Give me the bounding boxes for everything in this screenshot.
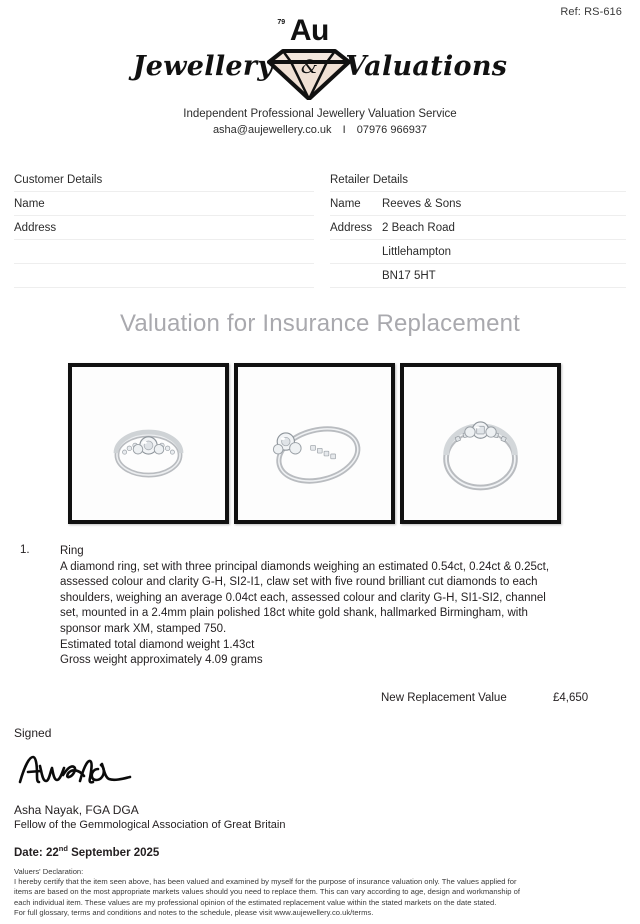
retailer-details-heading: Retailer Details	[330, 173, 408, 186]
retailer-name-value[interactable]: Reeves & Sons	[382, 197, 462, 210]
ampersand-label: &	[300, 56, 318, 78]
signature-image	[14, 748, 174, 790]
table-row	[14, 240, 314, 264]
retailer-details-table	[330, 168, 626, 288]
date-suffix: September 2025	[67, 846, 160, 859]
item-gross-weight: Gross weight approximately 4.09 grams	[60, 654, 263, 667]
atomic-number-label: 79	[277, 19, 286, 26]
item-photo-2	[234, 363, 395, 524]
item-title: Ring	[60, 545, 84, 557]
retailer-address-value[interactable]: 2 Beach Road	[382, 221, 455, 234]
retailer-details-heading-row	[330, 168, 626, 192]
valuation-date	[14, 844, 159, 859]
table-row	[330, 264, 626, 288]
item-photo-1	[68, 363, 229, 524]
item-number: 1.	[20, 544, 30, 556]
document-reference: Ref: RS-616	[560, 6, 622, 18]
au-symbol-label: Au	[289, 14, 329, 47]
signed-label: Signed	[14, 726, 52, 740]
customer-details-heading-row	[14, 168, 314, 192]
declaration-line-2: items are based on the most appropriate markets values should you need to replace them. This can vary according to age, design and workmanship of	[14, 887, 520, 897]
logo-word-valuations: Valuations	[345, 50, 508, 82]
customer-details-table	[14, 168, 314, 288]
company-logo	[0, 14, 640, 98]
declaration-line-4: For full glossary, terms and conditions and notes to the schedule, please visit www.aujewellery.co.uk/terms.	[14, 907, 374, 917]
valuer-name: Asha Nayak, FGA DGA	[14, 803, 139, 817]
declaration-line-1: I hereby certify that the item seen above, has been valued and examined by myself for the purpose of insurance valuation only. The values applied for	[14, 877, 517, 887]
declaration-line-3: each individual item. These values are my professional opinion of the estimated replacement value within the stated markets on the date stated.	[14, 897, 497, 907]
item-total-diamond-weight: Estimated total diamond weight 1.43ct	[60, 638, 255, 651]
customer-details-heading: Customer Details	[14, 173, 103, 186]
gold-diamond-logo-mark	[263, 14, 355, 98]
diamond-icon	[267, 48, 351, 100]
table-row	[14, 264, 314, 288]
date-ordinal-suffix: nd	[58, 844, 68, 853]
contact-separator: I	[342, 124, 346, 136]
valuer-qualification: Fellow of the Gemmological Association of Great Britain	[14, 819, 286, 831]
table-row	[14, 216, 314, 240]
item-body	[60, 544, 560, 669]
table-row	[14, 192, 314, 216]
table-row	[330, 192, 626, 216]
replacement-value-amount: £4,650	[553, 692, 589, 704]
declaration-heading: Valuers' Declaration:	[14, 867, 84, 876]
company-tagline	[0, 106, 640, 138]
retailer-address-label: Address	[330, 221, 373, 234]
retailer-name-label: Name	[330, 197, 361, 210]
logo-word-jewellery: Jewellery	[132, 50, 274, 82]
replacement-value-label: New Replacement Value	[381, 692, 507, 704]
customer-address-label: Address	[14, 221, 57, 234]
page-title: Valuation for Insurance Replacement	[119, 310, 521, 337]
contact-email: asha@aujewellery.co.uk	[212, 124, 332, 136]
date-prefix: Date: 22	[14, 846, 59, 859]
contact-line	[0, 122, 640, 138]
item-description-text: A diamond ring, set with three principal diamonds weighing an estimated 0.54ct, 0.24ct & 0.25ct, assessed colour and clarity G-H, SI2-I1, claw set with five round brilliant cut diamonds to each shoulders, weighing an average 0.04ct each, assessed colour and clarity G-H, SI1-SI2, channel set, mounted in a 2.4mm plain polished 18ct white gold shank, hallmarked Birmingham, with sponsor mark XM, stamped 750.	[60, 560, 550, 635]
table-row	[330, 240, 626, 264]
customer-name-label: Name	[14, 197, 45, 210]
retailer-address-value-3[interactable]: BN17 5HT	[382, 269, 436, 282]
table-row	[330, 216, 626, 240]
tagline-service-line: Independent Professional Jewellery Valuation Service	[183, 108, 457, 120]
valuers-declaration	[14, 867, 628, 918]
item-photo-gallery	[68, 363, 561, 524]
contact-phone: 07976 966937	[356, 124, 428, 136]
item-photo-3	[400, 363, 561, 524]
retailer-address-value-2[interactable]: Littlehampton	[382, 245, 452, 258]
